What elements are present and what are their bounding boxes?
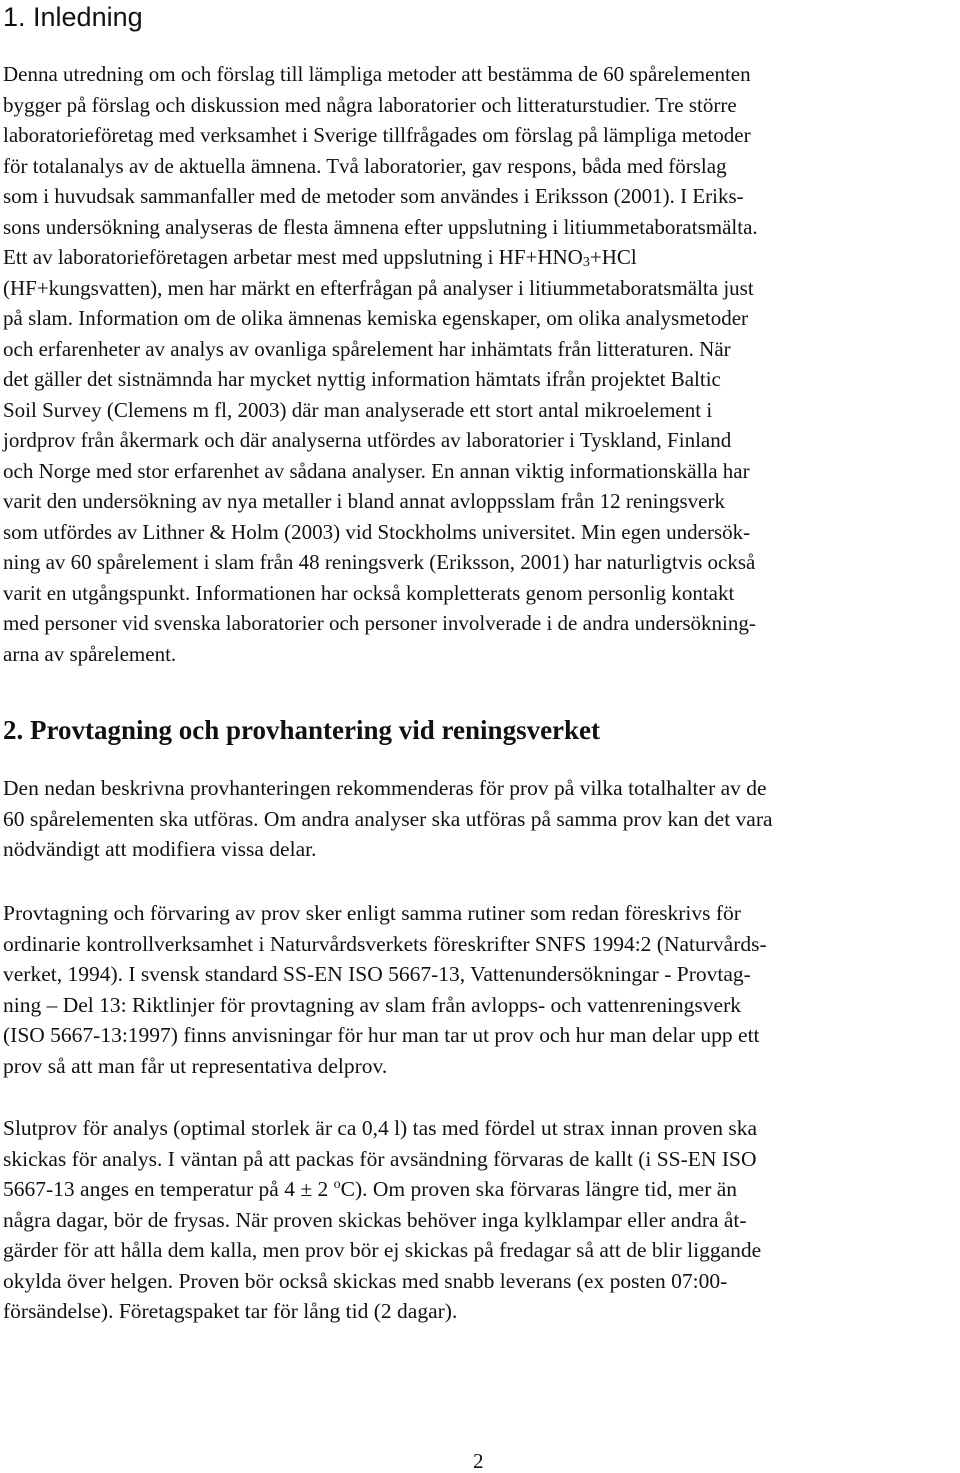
paragraph-line: försändelse). Företagspaket tar för lång tid (2 dagar). — [3, 1299, 458, 1323]
paragraph-line: Provtagning och förvaring av prov sker enligt samma rutiner som redan föreskrivs för — [3, 901, 741, 925]
section-2-paragraph-3 — [3, 1113, 953, 1327]
paragraph-line: som utfördes av Lithner & Holm (2003) vid Stockholms universitet. Min egen undersök- — [3, 519, 751, 544]
paragraph-line: ning – Del 13: Riktlinjer för provtagning av slam från avlopps- och vattenreningsverk — [3, 992, 741, 1017]
paragraph-line: Denna utredning om och förslag till lämpliga metoder att bestämma de 60 spårelementen — [3, 62, 751, 86]
paragraph-line: sons undersökning analyseras de flesta ämnena efter uppslutning i litiummetaboratsmälta. — [3, 214, 758, 239]
paragraph-line: prov så att man får ut representativa delprov. — [3, 1053, 388, 1078]
paragraph-line: varit den undersökning av nya metaller i bland annat avloppsslam från 12 reningsverk — [3, 489, 725, 513]
degree-superscript: o — [333, 1177, 341, 1192]
temperature-text-before: 5667-13 anges en temperatur på 4 ± 2 — [3, 1177, 334, 1201]
paragraph-line: Slutprov för analys (optimal storlek är ca 0,4 l) tas med fördel ut strax innan proven ska — [3, 1116, 758, 1140]
hno3-subscript: 3 — [582, 255, 590, 270]
paragraph-line: gärder för att hålla dem kalla, men prov bör ej skickas på fredagar så att de blir liggande — [3, 1238, 762, 1262]
paragraph-line-temperature — [3, 1174, 953, 1205]
paragraph-line: nödvändigt att modifiera vissa delar. — [3, 837, 317, 861]
paragraph-line: skickas för analys. I väntan på att packas för avsändning förvaras de kallt (i SS-EN ISO — [3, 1146, 757, 1171]
paragraph-line: laboratorieföretag med verksamhet i Sverige tillfrågades om förslag på lämpliga metoder — [3, 123, 751, 147]
temperature-text-after: C). Om proven ska förvaras längre tid, mer än — [340, 1177, 738, 1201]
paragraph-line: några dagar, bör de frysas. När proven skickas behöver inga kylklampar eller andra åt- — [3, 1207, 747, 1232]
paragraph-line: 60 spårelementen ska utföras. Om andra analyser ska utföras på samma prov kan det vara — [3, 806, 773, 831]
paragraph-line: (HF+kungsvatten), men har märkt en efterfrågan på analyser i litiummetaboratsmälta just — [3, 275, 754, 300]
section-2-paragraph-1 — [3, 773, 953, 865]
paragraph-line: (ISO 5667-13:1997) finns anvisningar för hur man tar ut prov och hur man delar upp ett — [3, 1023, 760, 1047]
paragraph-line: Den nedan beskrivna provhanteringen rekommenderas för prov på vilka totalhalter av de — [3, 776, 767, 800]
hno3-text-after: +HCl — [589, 245, 637, 269]
paragraph-line: ning av 60 spårelement i slam från 48 reningsverk (Eriksson, 2001) har naturligtvis också — [3, 550, 756, 574]
hno3-text-before: Ett av laboratorieföretagen arbetar mest med uppslutning i HF+HNO — [3, 245, 583, 269]
section-2-heading: 2. Provtagning och provhantering vid reningsverket — [3, 715, 601, 745]
page-number: 2 — [473, 1449, 484, 1473]
paragraph-line: som i huvudsak sammanfaller med de metoder som användes i Eriksson (2001). I Eriks- — [3, 184, 744, 208]
section-1-paragraph — [3, 59, 953, 669]
paragraph-line: för totalanalys av de aktuella ämnena. Två laboratorier, gav respons, båda med förslag — [3, 153, 727, 178]
paragraph-line: verket, 1994). I svensk standard SS-EN ISO 5667-13, Vattenundersökningar - Provtag- — [3, 962, 751, 986]
paragraph-line: och Norge med stor erfarenhet av sådana analyser. En annan viktig informationskälla har — [3, 458, 750, 483]
paragraph-line: ordinarie kontrollverksamhet i Naturvårdsverkets föreskrifter SNFS 1994:2 (Naturvårds- — [3, 931, 767, 956]
paragraph-line: bygger på förslag och diskussion med några laboratorier och litteraturstudier. Tre större — [3, 92, 737, 117]
section-2-paragraph-2 — [3, 898, 953, 1081]
section-1-heading: 1. Inledning — [3, 2, 143, 32]
paragraph-line-hno3 — [3, 242, 953, 273]
paragraph-line: arna av spårelement. — [3, 641, 177, 666]
paragraph-line: med personer vid svenska laboratorier och personer involverade i de andra undersökning- — [3, 611, 756, 635]
paragraph-line: jordprov från åkermark och där analyserna utfördes av laboratorier i Tyskland, Finland — [3, 428, 732, 452]
paragraph-line: det gäller det sistnämnda har mycket nyttig information hämtats ifrån projektet Baltic — [3, 367, 721, 391]
paragraph-line: och erfarenheter av analys av ovanliga spårelement har inhämtats från litteraturen. När — [3, 336, 731, 361]
paragraph-line: okylda över helgen. Proven bör också skickas med snabb leverans (ex posten 07:00- — [3, 1268, 728, 1293]
paragraph-line: varit en utgångspunkt. Informationen har också kompletterats genom personlig kontakt — [3, 580, 735, 605]
paragraph-line: på slam. Information om de olika ämnenas kemiska egenskaper, om olika analysmetoder — [3, 306, 749, 330]
paragraph-line: Soil Survey (Clemens m fl, 2003) där man analyserade ett stort antal mikroelement i — [3, 397, 713, 422]
